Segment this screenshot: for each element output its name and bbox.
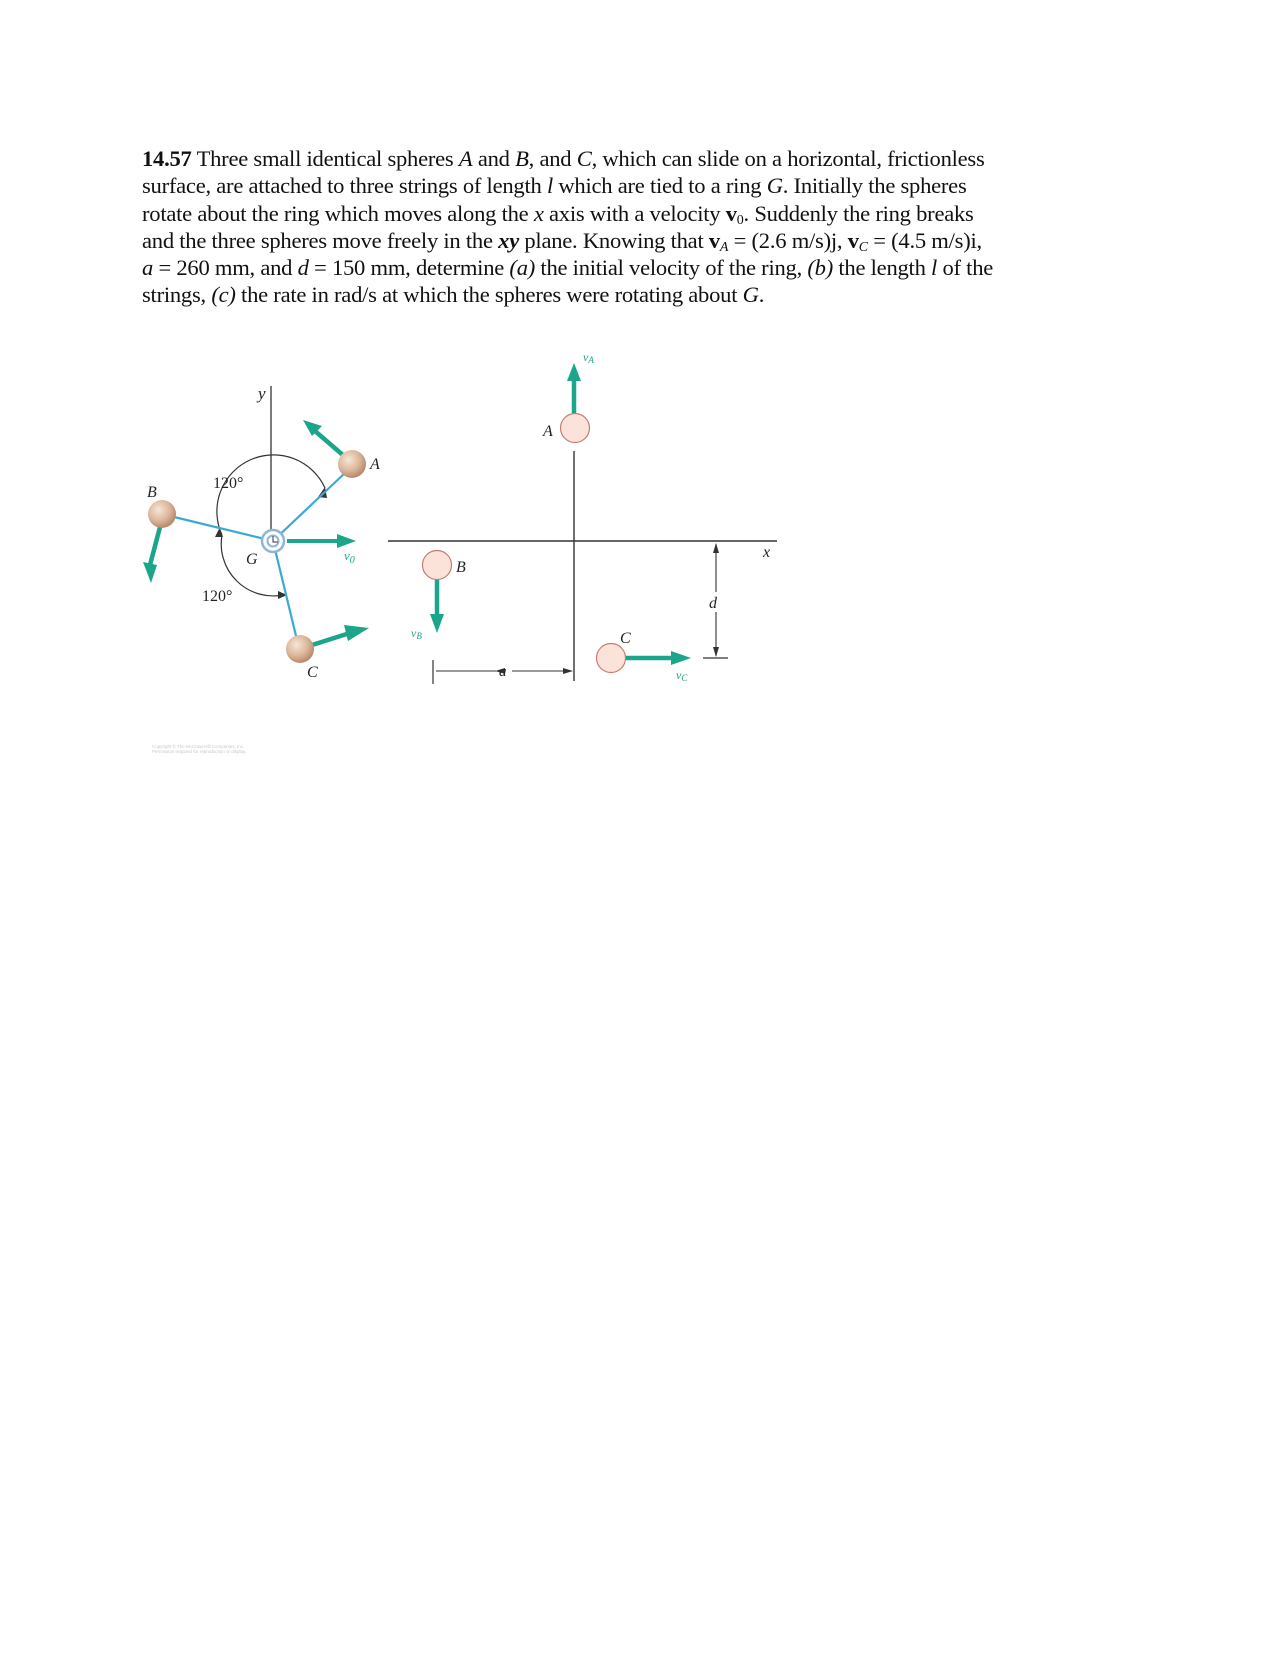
copyright-notice <box>152 744 292 754</box>
string-C <box>273 541 297 640</box>
given-vC: (4.5 m/s)i <box>891 227 977 253</box>
given-a: 260 mm <box>176 255 250 281</box>
angle-label-top: 120° <box>213 475 244 492</box>
given-vA: (2.6 m/s)j <box>751 227 837 253</box>
copyright-line-1: Copyright © The McGraw-Hill Companies, Inc. <box>152 744 245 749</box>
sphere-C <box>286 635 314 663</box>
problem-line-3: rotate about the ring which moves along the x axis with a velocity $v_0$. Suddenly the ring breaks <box>142 200 974 228</box>
sphere-C-label: C <box>307 664 318 681</box>
sphere-B-velocity-shaft <box>150 527 160 565</box>
sphere-A <box>338 450 366 478</box>
v0-label: $v_0$ <box>344 548 355 566</box>
sphere-C-arrowhead-icon <box>344 625 369 641</box>
dim-d-label: d <box>709 595 717 612</box>
vA-label: vA <box>583 350 594 365</box>
sphere-C-velocity-shaft <box>312 633 350 645</box>
angle-arc-mid-arrowhead <box>215 529 223 537</box>
figure-diagram <box>0 0 1275 800</box>
sphere-B-label: B <box>147 484 157 501</box>
dim-a-label: a <box>499 664 507 680</box>
problem-line-2: surface, are attached to three strings of length l which are tied to a ring G. Initially the spheres <box>142 173 967 199</box>
vC-label: vC <box>676 668 688 683</box>
sphere-B-after-label: B <box>456 559 466 576</box>
left-diagram <box>143 384 777 681</box>
sphere-B-after <box>423 551 452 580</box>
vB-label: vB <box>411 626 422 641</box>
problem-line-1: 14.57 Three small identical spheres A and B, and C, which can slide on a horizontal, frictionless <box>142 146 985 171</box>
sphere-C-after <box>597 644 626 673</box>
copyright-line-2: Permission required for reproduction or display. <box>152 749 247 754</box>
sphere-A-after <box>561 414 590 443</box>
string-A <box>273 472 346 541</box>
vC-arrowhead-icon <box>671 651 691 665</box>
x-axis-label: x <box>763 544 771 561</box>
sphere-A-after-label: A <box>543 423 553 440</box>
sphere-A-label: A <box>370 456 380 473</box>
vA-arrowhead-icon <box>567 363 581 381</box>
y-axis-label: y <box>258 384 266 403</box>
sphere-A-velocity-shaft <box>315 431 344 456</box>
problem-number: 14.57 <box>142 146 192 171</box>
sphere-B-arrowhead-icon <box>143 562 157 583</box>
sphere-C-after-label: C <box>620 630 631 647</box>
given-d: 150 mm <box>331 255 406 281</box>
problem-line-5: a = 260 mm, and d = 150 mm, determine (a) the initial velocity of the ring, (b) the length l of the <box>142 255 994 281</box>
right-diagram <box>411 350 770 684</box>
sphere-B <box>148 500 176 528</box>
ring-G-label: G <box>246 551 258 568</box>
problem-line-6: strings, (c) the rate in rad/s at which the spheres were rotating about G. <box>142 282 765 308</box>
v0-arrowhead-icon <box>337 534 356 548</box>
angle-label-bottom: 120° <box>202 588 233 605</box>
vB-arrowhead-icon <box>430 614 444 633</box>
problem-line-4: and the three spheres move freely in the xy plane. Knowing that $v_A = (2.6$ m/s)j, $v_C = (4.5$ m/s)i, <box>142 227 982 255</box>
